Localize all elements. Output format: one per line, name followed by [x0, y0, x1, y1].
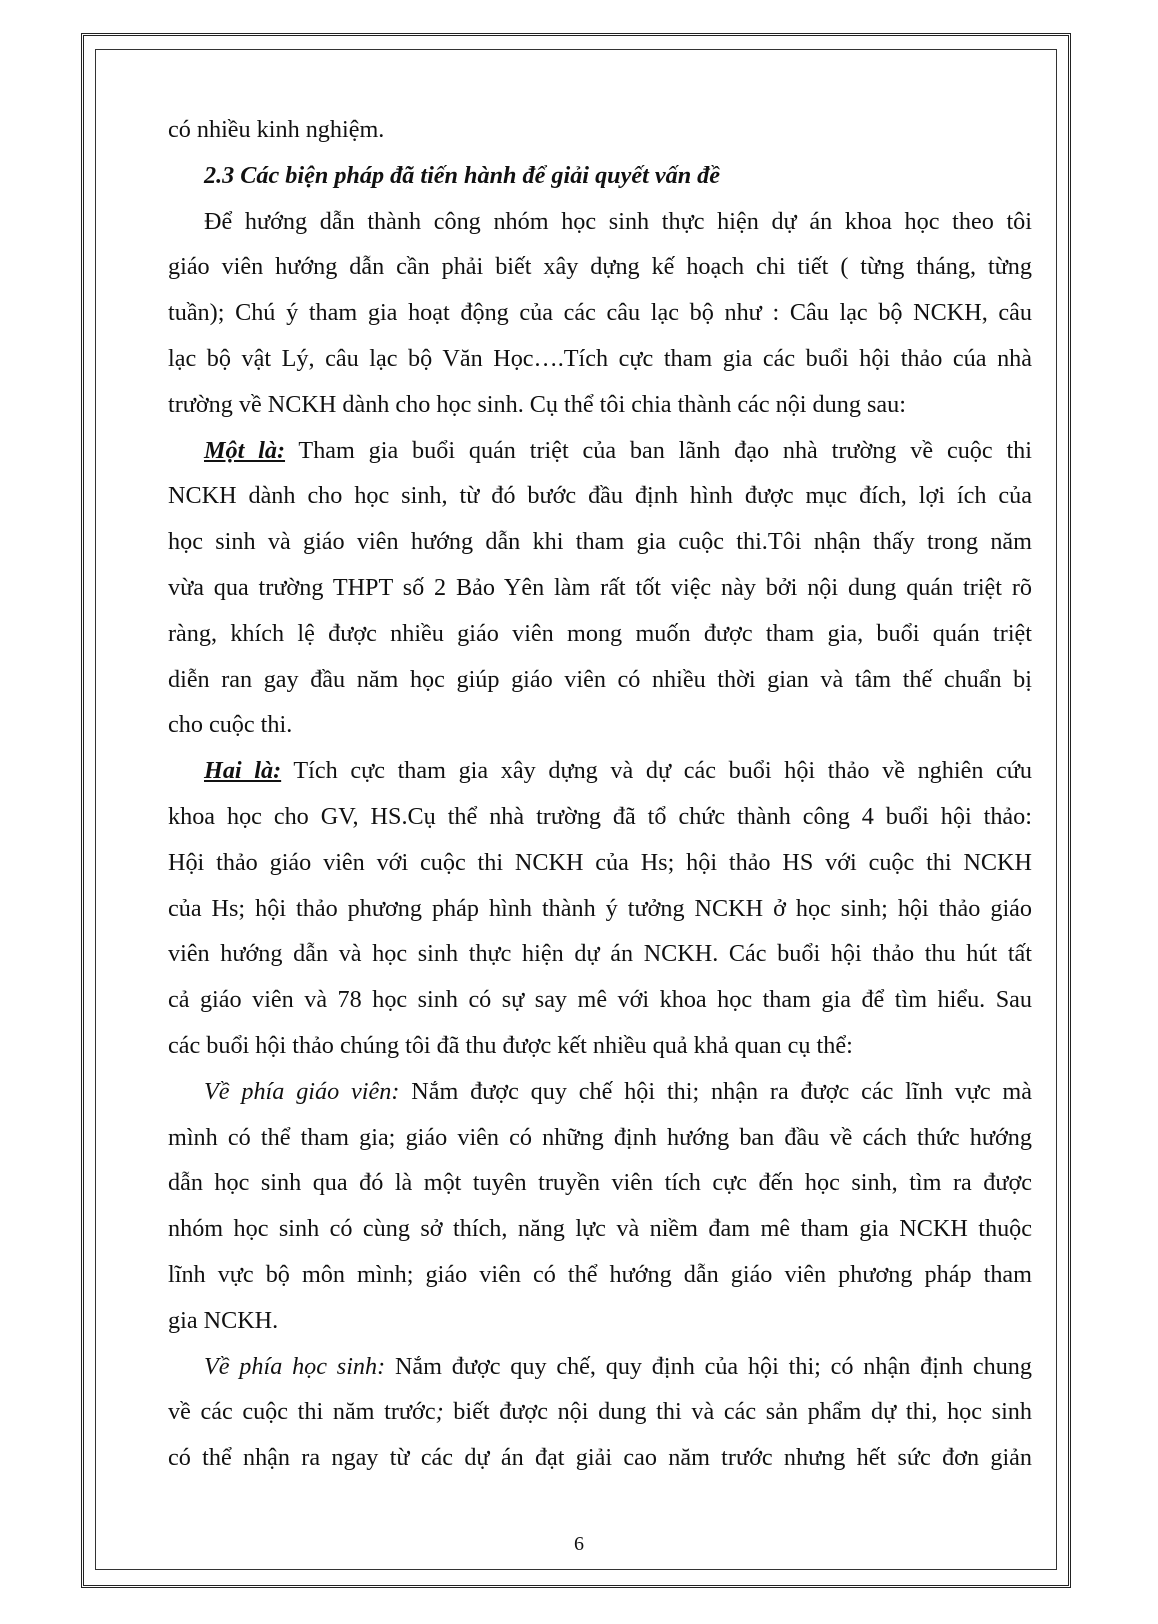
text-line: của Hs; hội thảo phương pháp hình thành ý tưởng NCKH ở học sinh; hội thảo giáo — [168, 894, 1032, 922]
text-line: cho cuộc thi. — [168, 711, 293, 739]
text-line: Một là: Tham gia buổi quán triệt của ban lãnh đạo nhà trường về cuộc thi — [204, 436, 1032, 464]
text-line: dẫn học sinh qua đó là một tuyên truyền viên tích cực đến học sinh, tìm ra được — [168, 1169, 1032, 1197]
text-line: tuần); Chú ý tham gia hoạt động của các câu lạc bộ như : Câu lạc bộ NCKH, câu — [168, 299, 1032, 327]
text-line: trường về NCKH dành cho học sinh. Cụ thể tôi chia thành các nội dung sau: — [168, 390, 906, 418]
text-line: nhóm học sinh có cùng sở thích, năng lực và niềm đam mê tham gia NCKH thuộc — [168, 1215, 1032, 1243]
paragraph-label: Hai là: — [204, 757, 282, 785]
text-line: giáo viên hướng dẫn cần phải biết xây dựng kế hoạch chi tiết ( từng tháng, từng — [168, 253, 1032, 281]
text-line: về các cuộc thi năm trước; biết được nội dung thi và các sản phẩm dự thi, học sinh — [168, 1398, 1032, 1426]
text-line: Để hướng dẫn thành công nhóm học sinh thực hiện dự án khoa học theo tôi — [204, 207, 1032, 235]
text-line: học sinh và giáo viên hướng dẫn khi tham gia cuộc thi.Tôi nhận thấy trong năm — [168, 528, 1032, 556]
paragraph-label: Một là: — [204, 436, 286, 464]
text-line: diễn ran gay đầu năm học giúp giáo viên có nhiều thời gian và tâm thế chuẩn bị — [168, 665, 1032, 693]
text-line: có nhiều kinh nghiệm. — [168, 116, 385, 143]
text-line: có thể nhận ra ngay từ các dự án đạt giải cao năm trước nhưng hết sức đơn giản — [168, 1444, 1032, 1472]
text-line: ràng, khích lệ được nhiều giáo viên mong muốn được tham gia, buổi quán triệt — [168, 619, 1032, 647]
text-line: viên hướng dẫn và học sinh thực hiện dự án NCKH. Các buổi hội thảo thu hút tất — [168, 940, 1032, 968]
section-heading: 2.3 Các biện pháp đã tiến hành để giải quyết vấn đề — [204, 161, 721, 189]
page-number: 6 — [574, 1533, 584, 1555]
text-line: Về phía học sinh: Nắm được quy chế, quy định của hội thi; có nhận định chung — [204, 1352, 1032, 1380]
text-line: Hai là: Tích cực tham gia xây dựng và dự các buổi hội thảo về nghiên cứu — [204, 757, 1032, 785]
paragraph-label: Về phía giáo viên: — [204, 1077, 400, 1105]
text-line: Hội thảo giáo viên với cuộc thi NCKH của Hs; hội thảo HS với cuộc thi NCKH — [168, 848, 1032, 876]
paragraph-label: Về phía học sinh: — [204, 1352, 386, 1380]
text-line: mình có thể tham gia; giáo viên có những định hướng ban đầu về cách thức hướng — [168, 1123, 1032, 1151]
text-line: lĩnh vực bộ môn mình; giáo viên có thể hướng dẫn giáo viên phương pháp tham — [168, 1260, 1032, 1288]
text-line: NCKH dành cho học sinh, từ đó bước đầu định hình được mục đích, lợi ích của — [168, 482, 1032, 510]
text-line: lạc bộ vật Lý, câu lạc bộ Văn Học….Tích cực tham gia các buổi hội thảo cúa nhà — [168, 344, 1032, 372]
text-line: vừa qua trường THPT số 2 Bảo Yên làm rất tốt việc này bởi nội dung quán triệt rõ — [168, 573, 1032, 601]
text-line: gia NCKH. — [168, 1306, 279, 1334]
text-line: cả giáo viên và 78 học sinh có sự say mê với khoa học tham gia để tìm hiểu. Sau — [168, 986, 1032, 1014]
text-line: khoa học cho GV, HS.Cụ thể nhà trường đã tổ chức thành công 4 buổi hội thảo: — [168, 802, 1032, 830]
text-line: các buổi hội thảo chúng tôi đã thu được kết nhiều quả khả quan cụ thể: — [168, 1031, 853, 1059]
text-line: Về phía giáo viên: Nắm được quy chế hội thi; nhận ra được các lĩnh vực mà — [204, 1077, 1032, 1105]
document-body — [168, 107, 1032, 1481]
